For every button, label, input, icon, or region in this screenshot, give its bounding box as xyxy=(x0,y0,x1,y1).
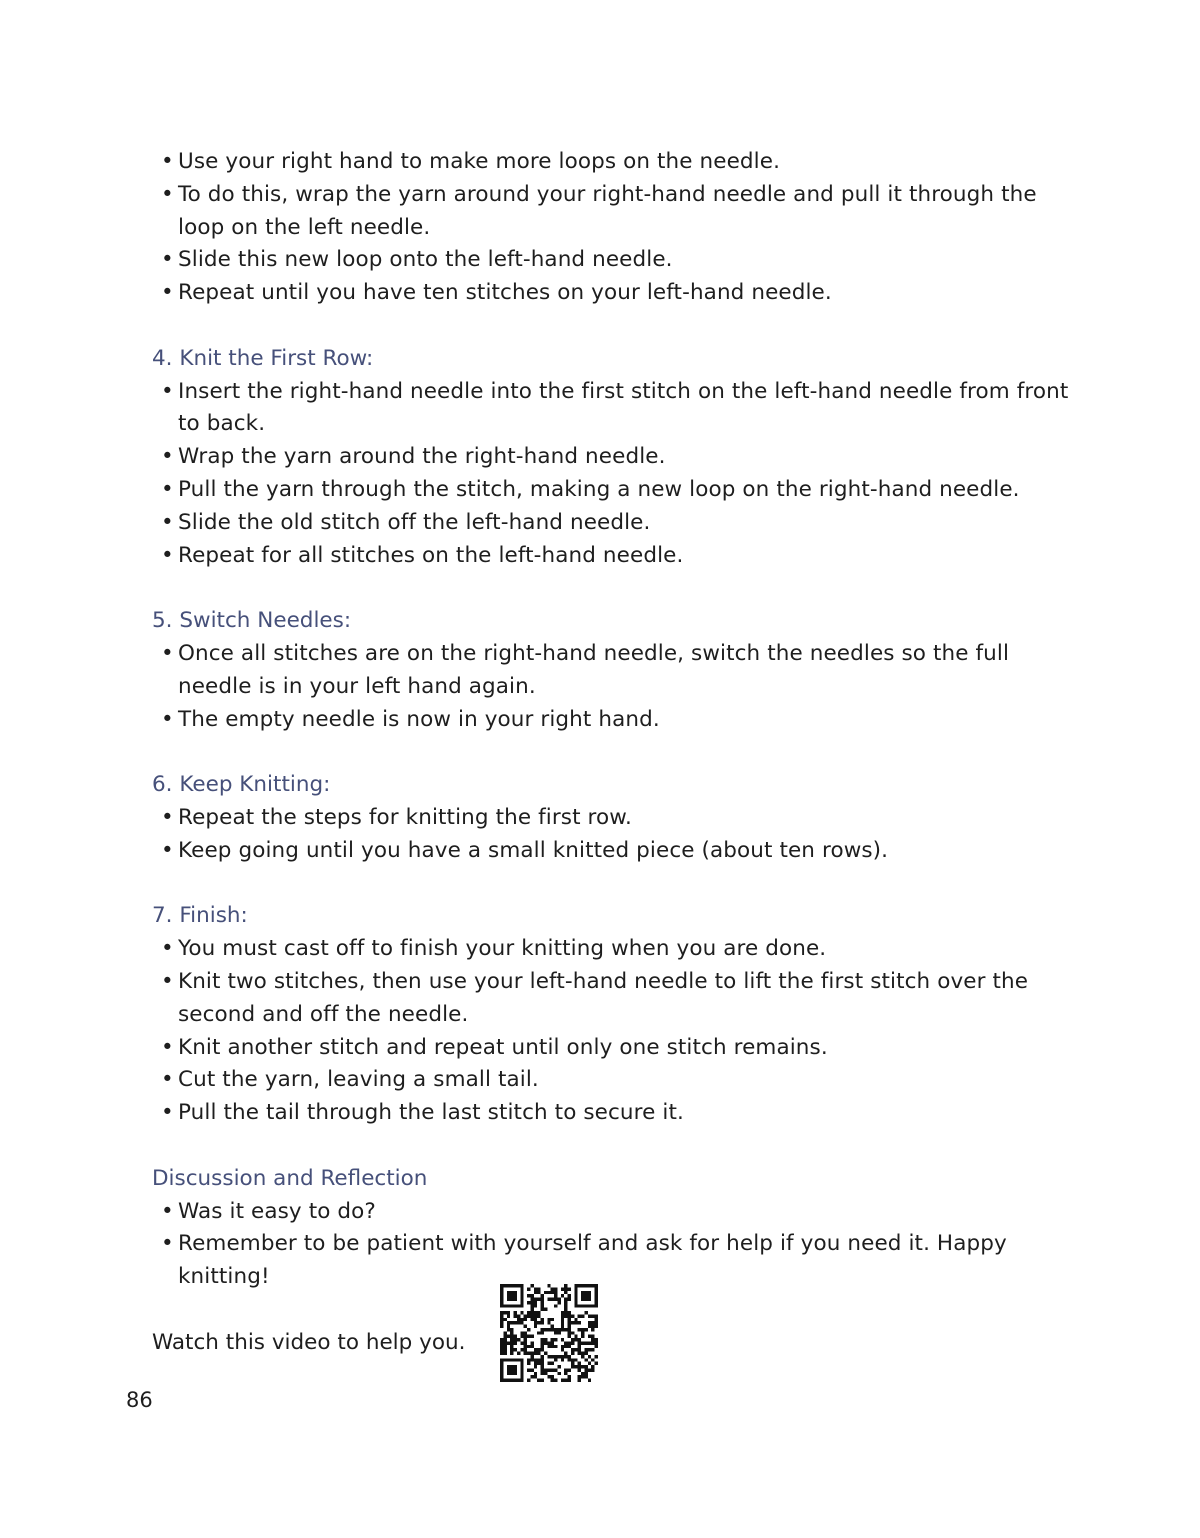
list-item: • Slide the old stitch off the left-hand needle. xyxy=(161,509,651,535)
list-item: • Insert the right-hand needle into the first stitch on the left-hand needle from front to back. xyxy=(161,378,1069,437)
list-item: • Repeat until you have ten stitches on your left-hand needle. xyxy=(161,280,832,306)
switch-needles-list xyxy=(152,638,1072,736)
section-heading-keep-knitting: 6. Keep Knitting: xyxy=(152,772,331,798)
page-number: 86 xyxy=(126,1388,153,1412)
list-item: • Repeat for all stitches on the left-hand needle. xyxy=(161,542,684,568)
list-item: • Knit two stitches, then use your left-hand needle to lift the first stitch over the second and off the needle. xyxy=(161,968,1029,1027)
cast-on-list xyxy=(152,146,1072,310)
list-item: • Wrap the yarn around the right-hand needle. xyxy=(161,444,666,470)
list-item: • Pull the yarn through the stitch, making a new loop on the right-hand needle. xyxy=(161,476,1020,502)
section-heading-discussion: Discussion and Reflection xyxy=(152,1165,428,1191)
list-item: • Once all stitches are on the right-hand needle, switch the needles so the full needle is in your left hand again. xyxy=(161,640,1010,699)
list-item: • Cut the yarn, leaving a small tail. xyxy=(161,1067,539,1093)
list-item: • To do this, wrap the yarn around your right-hand needle and pull it through the loop on the left needle. xyxy=(161,181,1037,240)
list-item: • Was it easy to do? xyxy=(161,1198,376,1224)
list-item: • Knit another stitch and repeat until only one stitch remains. xyxy=(161,1034,828,1060)
list-item: • Repeat the steps for knitting the first row. xyxy=(161,804,632,830)
section-heading-finish: 7. Finish: xyxy=(152,903,248,929)
video-prompt: Watch this video to help you. xyxy=(152,1330,466,1355)
qr-code-icon[interactable] xyxy=(500,1284,598,1382)
list-item: • Remember to be patient with yourself and ask for help if you need it. Happy knitting! xyxy=(161,1231,1007,1290)
list-item: • Pull the tail through the last stitch to secure it. xyxy=(161,1100,684,1126)
knit-first-row-list xyxy=(152,376,1072,573)
section-heading-switch-needles: 5. Switch Needles: xyxy=(152,608,352,634)
finish-list xyxy=(152,933,1072,1130)
discussion-list xyxy=(152,1196,1072,1294)
list-item: • Use your right hand to make more loops on the needle. xyxy=(161,149,781,174)
list-item: • Keep going until you have a small knitted piece (about ten rows). xyxy=(161,837,889,863)
page-content xyxy=(152,146,1072,1294)
list-item: • The empty needle is now in your right hand. xyxy=(161,706,660,732)
list-item: • Slide this new loop onto the left-hand needle. xyxy=(161,247,673,273)
section-heading-knit-first-row: 4. Knit the First Row: xyxy=(152,345,374,371)
list-item: • You must cast off to finish your knitting when you are done. xyxy=(161,936,827,962)
keep-knitting-list xyxy=(152,802,1072,868)
